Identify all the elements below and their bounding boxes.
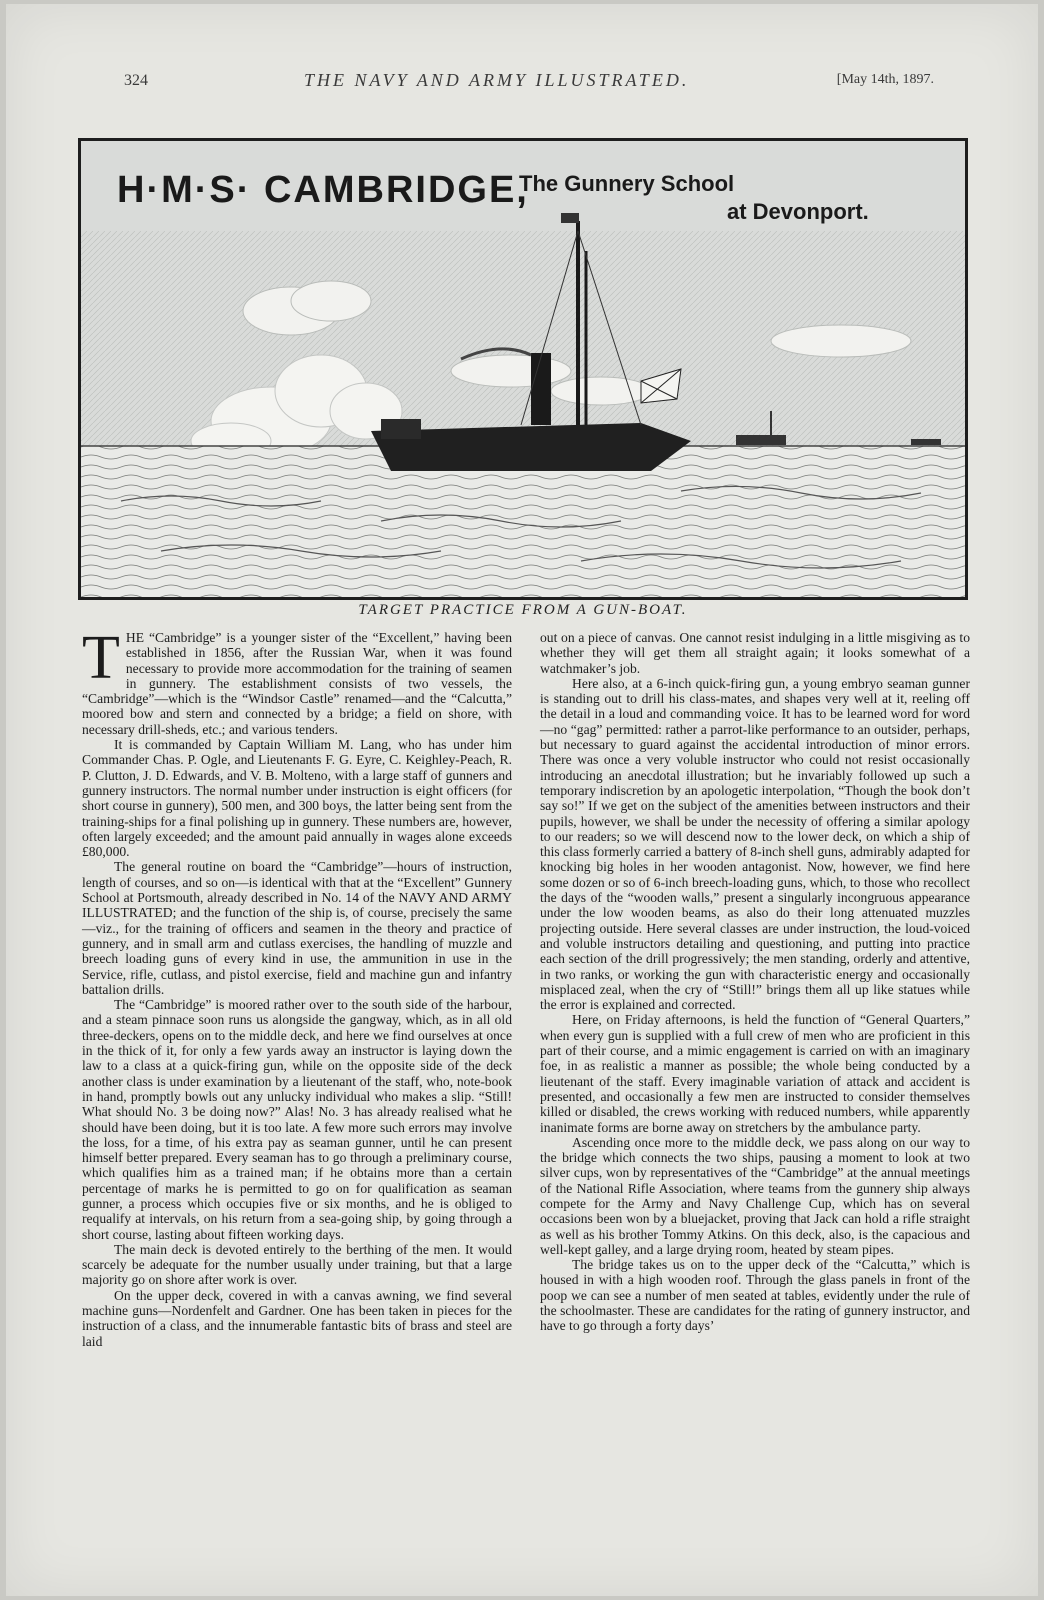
paragraph: On the upper deck, covered in with a canvas awning, we find several machine guns—Nordenfelt and Gardner. One has been taken in pieces for the instruction of a class, and the innumerable fantastic bits of brass and steel are laid bbox=[82, 1287, 512, 1349]
illustration-title: H·M·S· CAMBRIDGE, bbox=[117, 169, 529, 211]
paragraph: The bridge takes us on to the upper deck of the “Calcutta,” which is housed in with a high wooden roof. Through the glass panels in front of the poop we can see a number of men seated at tables, evidently under the rule of the schoolmaster. These are candidates for the rating of gunnery instructor, and have to go through a forty days’ bbox=[540, 1257, 970, 1334]
page-number: 324 bbox=[124, 72, 148, 89]
distant-ship bbox=[736, 435, 786, 445]
illustration-caption: TARGET PRACTICE FROM A GUN-BOAT. bbox=[358, 602, 688, 618]
article-column-right bbox=[540, 630, 970, 1334]
masthead: THE NAVY AND ARMY ILLUSTRATED. bbox=[304, 70, 690, 90]
issue-date: [May 14th, 1897. bbox=[836, 72, 934, 87]
illustration-subtitle-2: at Devonport. bbox=[727, 199, 869, 224]
paragraph: Here also, at a 6-inch quick-firing gun, a young embryo seaman gunner is standing out to drill his class-mates, and shapes very well at it, reeling off the detail in a loud and commanding voice. It has to be learned word for word—no “gag” permitted: rather a parrot-like performance to an outsider, perhaps, but necessary to guard against the accidental introduction of minor errors. There was once a very voluble instructor who could not resist occasionally introducing an anecdotal illustration; but he invariably followed up such a temporary indiscretion by an apologetic interpolation, “Though the book don’t say so!” If we get on the subject of the amenities between instructors and their pupils, however, we shall be under the necessity of offering a similar apology to our readers; so we will descend now to the lower deck, on which a ship of this class formerly carried a battery of 8-inch shell guns, admirably adapted for knocking big holes in her wooden antagonist. Now, however, we find here some dozen or so of 6-inch breech-loading guns, which, to those who recollect the days of the “wooden walls,” present a singularly incongruous appearance under the low wooden beams, as also do their long attenuated muzzles projecting outside. Here several classes are under instruction, the loud-voiced and voluble instructors detailing and questioning, and putting into practice each section of the drill progressively; the men standing, orderly and attentive, in two ranks, or working the gun with characteristic energy and occasionally misplaced zeal, when the cry of “Still!” brings them all up like statues while the error is explained and corrected. bbox=[540, 675, 970, 1013]
article-column-left bbox=[82, 624, 512, 1349]
paragraph: The “Cambridge” is moored rather over to the south side of the harbour, and a steam pinnace soon runs us alongside the gangway, which, as in all old three-deckers, opens on to the middle deck, and here we find ourselves at once in the thick of it, for only a few yards away an instructor is laying down the law to a class at a quick-firing gun, while on the opposite side of the deck another class is under examination by a lieutenant of the staff, who, note-book in hand, promptly bowls out any unlucky individual who makes a slip. “Still! What should No. 3 be doing now?” Alas! No. 3 has already realised what he should have been doing, but it is too late. A few more such errors may involve the loss, for a time, of his extra pay as seaman gunner, until he can present himself better prepared. Every seaman has to go through a preliminary course, which qualifies him as a trained man; if he obtains more than a certain percentage of marks he is permitted to go on for qualification as seaman gunner, a process which occupies five or six months, and he is obliged to requalify at intervals, on his return from a sea-going ship, by going through a short course, lasting about fifteen working days. bbox=[82, 997, 512, 1242]
paragraph: The main deck is devoted entirely to the berthing of the men. It would scarcely be adequate for the number usually under training, but that a large majority go on shore after work is over. bbox=[82, 1241, 512, 1288]
paragraph: The general routine on board the “Cambridge”—hours of instruction, length of courses, and so on—is identical with that at the “Excellent” Gunnery School at Portsmouth, already described in No. 14 of the NAVY AND ARMY ILLUSTRATED; and the function of the ship is, of course, precisely the same—viz., for the training of officers and seamen in the theory and practice of gunnery, and in small arm and cutlass exercises, the handling of muzzle and breech loading guns of every kind in use, the ammunition in use in the Service, rifle, cutlass, and pistol exercise, field and machine gun and infantry battalion drills. bbox=[82, 859, 512, 997]
paragraph: HE “Cambridge” is a younger sister of the “Excellent,” having been established in 1856, after the Russian War, when it was found necessary to provide more accommodation for the training of seamen in gunnery. The establishment consists of two vessels, the “Cambridge”—which is the “Windsor Castle” renamed—and the “Calcutta,” moored bow and stern and connected by a bridge; a field on shore, with necessary drill-sheds, etc.; and various tenders. bbox=[82, 630, 512, 737]
paragraph: It is commanded by Captain William M. Lang, who has under him Commander Chas. P. Ogle, and Lieutenants F. G. Eyre, C. Keighley-Peach, R. P. Clutton, J. D. Edwards, and V. B. Molteno, with a large staff of gunners and gunnery instructors. The normal number under instruction is eight officers (for short course in gunnery), 500 men, and 300 boys, the latter being sent from the training-ships for a final polishing up in gunnery. These numbers are, however, often largely exceeded; and the amount paid annually in wages alone exceeds £80,000. bbox=[82, 737, 512, 860]
paragraph: Ascending once more to the middle deck, we pass along on our way to the bridge which connects the two ships, pausing a moment to look at two silver cups, won by representatives of the “Cambridge” at the annual meetings of the National Rifle Association, where teams from the gunnery ship always compete for the Army and Navy Challenge Cup, which has on several occasions been won by a bluejacket, proving that Jack can hold a rifle straight as well as his brother Tommy Atkins. On this deck, also, is the capacious and well-kept galley, and a large drying room, heated by steam pipes. bbox=[540, 1134, 970, 1257]
drop-cap: T bbox=[82, 624, 120, 692]
paragraph: out on a piece of canvas. One cannot resist indulging in a little misgiving as to whether they will get them all straight again; it looks somewhat of a watchmaker’s job. bbox=[540, 630, 970, 676]
magazine-page bbox=[6, 4, 1038, 1596]
funnel bbox=[531, 353, 551, 425]
illustration-gun-boat bbox=[78, 138, 968, 600]
paragraph: Here, on Friday afternoons, is held the function of “General Quarters,” when every gun is supplied with a full crew of men who are proficient in this part of their course, and a mimic engagement is carried on with an imaginary foe, in as realistic a manner as possible; the whole being conducted by a lieutenant of the staff. Every imaginable variation of attack and accident is presented, and occasionally a few men are instructed to consider themselves killed or disabled, the crews working with reduced numbers, while apparently inanimate forms are borne away on stretchers by the ambulance party. bbox=[540, 1012, 970, 1135]
running-header bbox=[124, 70, 934, 94]
illustration-subtitle-1: The Gunnery School bbox=[519, 171, 735, 196]
